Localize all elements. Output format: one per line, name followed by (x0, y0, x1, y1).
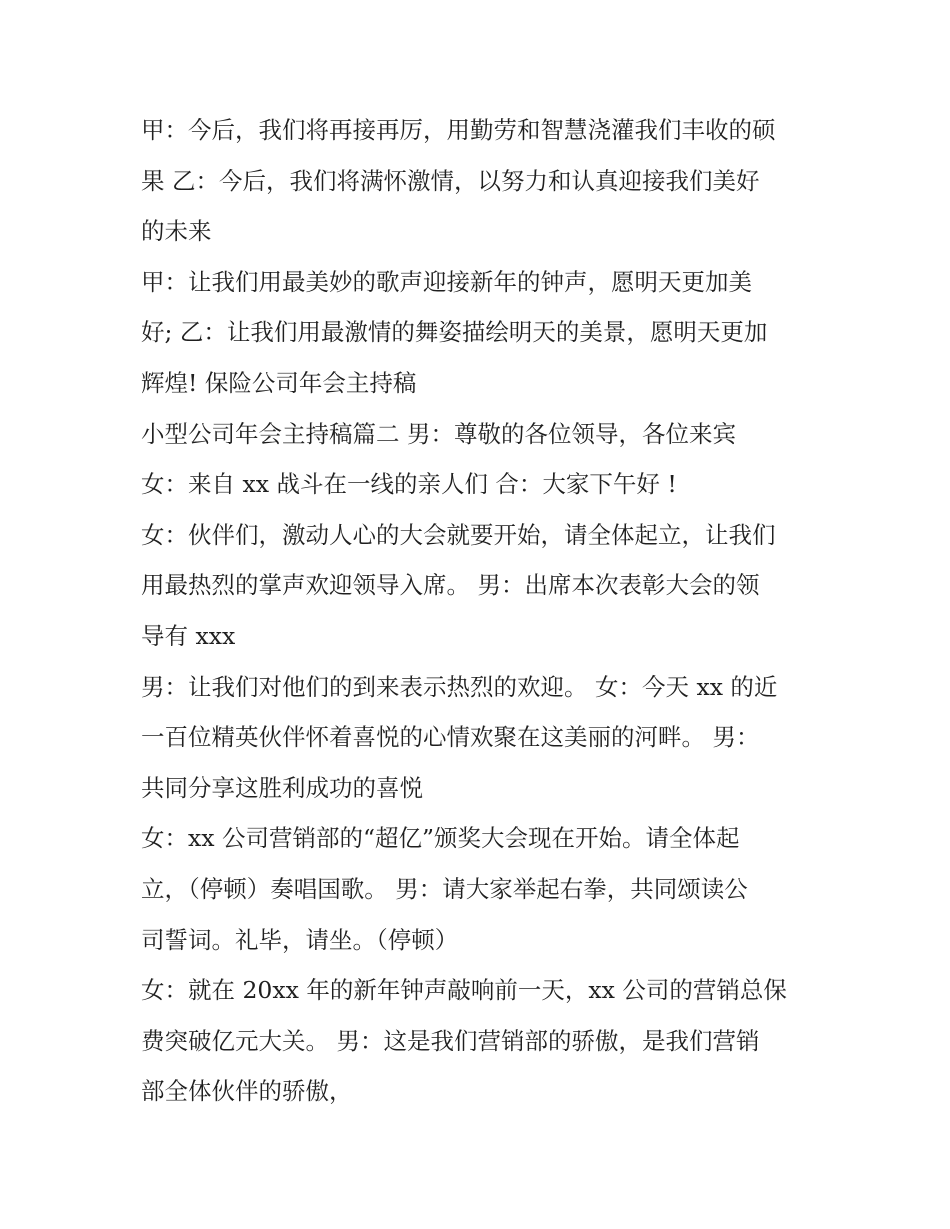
text-line: 辉煌! 保险公司年会主持稿 (141, 369, 417, 397)
text-line: 立，（停顿）奏唱国歌。 男：请大家举起右拳，共同颂读公 (141, 875, 748, 903)
text-line: 司誓词。礼毕，请坐。（停顿） (141, 926, 459, 954)
text-line: 费突破亿元大关。 男：这是我们营销部的骄傲，是我们营销 (141, 1027, 760, 1055)
text-line: 用最热烈的掌声欢迎领导入席。 男：出席本次表彰大会的领 (141, 571, 760, 599)
text-line: 部全体伙伴的骄傲， (141, 1077, 353, 1105)
text-line: 甲：让我们用最美妙的歌声迎接新年的钟声，愿明天更加美 (141, 268, 752, 296)
text-line: 女：来自 xx 战斗在一线的亲人们 合：大家下午好 ! (141, 470, 677, 498)
text-line: 的未来 (141, 217, 212, 245)
text-line: 女：xx 公司营销部的“超亿”颁奖大会现在开始。请全体起 (141, 824, 740, 852)
text-line: 男：让我们对他们的到来表示热烈的欢迎。 女：今天 xx 的近 (141, 673, 778, 701)
text-line: 女：就在 20xx 年的新年钟声敲响前一天，xx 公司的营销总保 (141, 976, 787, 1004)
text-line: 好; 乙：让我们用最激情的舞姿描绘明天的美景，愿明天更加 (141, 318, 768, 346)
text-line: 小型公司年会主持稿篇二 男：尊敬的各位领导，各位来宾 (141, 420, 736, 448)
text-line: 甲：今后，我们将再接再厉，用勤劳和智慧浇灌我们丰收的硕 (141, 116, 776, 144)
text-line: 一百位精英伙伴怀着喜悦的心情欢聚在这美丽的河畔。 男： (141, 723, 760, 751)
text-line: 女：伙伴们，激动人心的大会就要开始，请全体起立，让我们 (141, 521, 776, 549)
text-line: 果 乙：今后，我们将满怀激情，以努力和认真迎接我们美好 (141, 167, 760, 195)
text-line: 共同分享这胜利成功的喜悦 (141, 774, 423, 802)
text-line: 导有 xxx (141, 622, 236, 650)
